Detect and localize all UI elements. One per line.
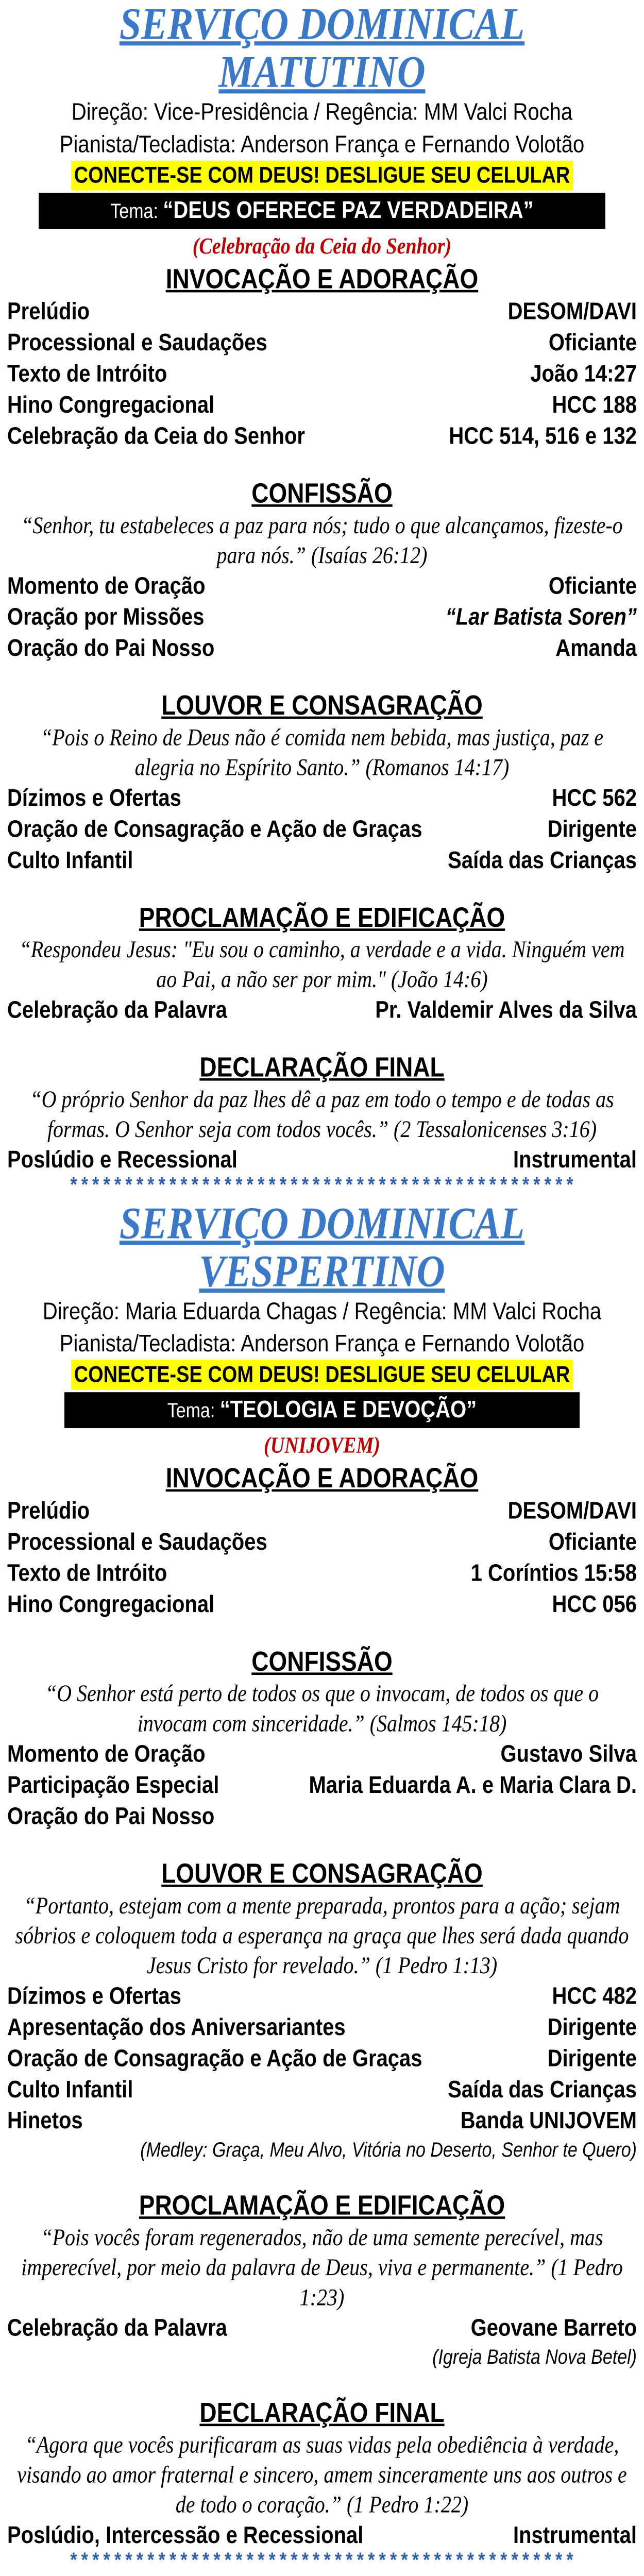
morning-praise-heading: LOUVOR E CONSAGRAÇÃO [161,689,483,721]
item-label: Prelúdio [7,1497,90,1524]
item-value: HCC 482 [552,1982,637,2009]
item-label: Hino Congregacional [7,1591,215,1618]
list-item [0,2105,644,2136]
item-value: Dirigente [547,816,637,842]
evening-confession-quote: “O Senhor está perto de todos os que o invocam, de todos os que o invocam com sinceridade.” (Salmos 145:18) [45,1680,599,1737]
item-label: Dízimos e Ofertas [7,785,181,811]
item-value: João 14:27 [530,360,637,387]
list-item [0,570,644,601]
morning-title-line1: SERVIÇO DOMINICAL [119,0,525,49]
evening-invocation-heading: INVOCAÇÃO E ADORAÇÃO [165,1462,479,1494]
evening-title-line1: SERVIÇO DOMINICAL [119,1198,525,1249]
evening-proclamation-note: (Igreja Batista Nova Betel) [432,2346,637,2369]
list-item [0,1738,644,1769]
item-value: Amanda [555,635,637,662]
evening-final-quote: “Agora que vocês purificaram as suas vidas pela obediência à verdade, visando ao amor fraternal e sincero, amem sinceramente uns aos outros e de todo o coração.” (1 Pedro 1:22) [17,2431,627,2518]
evening-proclamation-quote: “Pois vocês foram regenerados, não de uma semente perecível, mas imperecível, por meio da palavra de Deus, viva e permanente.” (1 Pedro 1:23) [21,2224,623,2311]
evening-theme-bar [64,1392,580,1428]
section-separator: ********************************************** [68,2551,576,2574]
item-value: Maria Eduarda A. e Maria Clara D. [309,1772,637,1799]
morning-invocation-list [0,296,644,451]
evening-service [0,1199,644,2551]
item-value: DESOM/DAVI [507,1497,637,1524]
list-item [0,358,644,389]
morning-proclamation-heading: PROCLAMAÇÃO E EDIFICAÇÃO [139,901,505,933]
list-item [0,420,644,451]
item-label: Texto de Intróito [7,1560,167,1586]
item-label: Texto de Intróito [7,360,167,387]
item-value: HCC 562 [552,785,637,811]
list-item [0,389,644,420]
list-item [0,601,644,632]
item-label: Participação Especial [7,1772,219,1799]
item-label: Hinetos [7,2107,83,2134]
list-item [0,296,644,327]
item-label: Processional e Saudações [7,1529,267,1555]
item-label: Processional e Saudações [7,329,267,356]
morning-title-line2: MATUTINO [218,46,426,97]
list-item [0,1527,644,1557]
list-item [0,2012,644,2043]
item-value: Pr. Valdemir Alves da Silva [375,996,637,1023]
morning-direction: Direção: Vice-Presidência / Regência: MM Valci Rocha [71,98,573,126]
morning-connect-banner: CONECTE-SE COM DEUS! DESLIGUE SEU CELULAR [71,161,573,191]
list-item [0,1770,644,1801]
item-label: Hino Congregacional [7,392,215,418]
item-label: Momento de Oração [7,1740,206,1768]
list-item [0,1495,644,1526]
item-label: Celebração da Palavra [7,996,227,1023]
item-value: Oficiante [548,1529,637,1555]
morning-final-quote: “O próprio Senhor da paz lhes dê a paz em todo o tempo e de todas as formas. O Senhor seja com todos vocês.” (2 Tessalonicenses 3:16) [30,1085,614,1143]
item-value: Saída das Crianças [448,847,637,874]
list-item [0,783,644,814]
morning-theme-bar [39,193,605,229]
item-label: Celebração da Ceia do Senhor [7,422,305,450]
morning-proclamation-quote: “Respondeu Jesus: "Eu sou o caminho, a verdade e a vida. Ninguém vem ao Pai, a não ser por mim." (João 14:6) [19,936,625,993]
morning-praise-quote: “Pois o Reino de Deus não é comida nem bebida, mas justiça, paz e alegria no Espírito Santo.” (Romanos 14:17) [40,723,604,781]
item-value: Instrumental [513,2522,637,2549]
evening-final-heading: DECLARAÇÃO FINAL [199,2397,445,2428]
list-item [0,1980,644,2011]
list-item [0,2043,644,2074]
morning-confession-quote: “Senhor, tu estabeleces a paz para nós; tudo o que alcançamos, fizeste-o para nós.” (Isaías 26:12) [21,511,623,569]
list-item [0,2312,644,2343]
list-item [0,327,644,358]
morning-confession-heading: CONFISSÃO [251,477,393,509]
item-label: Oração do Pai Nosso [7,635,215,662]
evening-confession-heading: CONFISSÃO [251,1646,393,1677]
item-label: Oração do Pai Nosso [7,1803,215,1830]
list-item [0,1589,644,1620]
item-value: Gustavo Silva [500,1740,637,1768]
item-label: Poslúdio e Recessional [7,1146,238,1173]
list-item [0,994,644,1025]
item-value: Instrumental [513,1146,637,1173]
evening-pianists: Pianista/Tecladista: Anderson França e Fernando Volotão [59,1330,585,1357]
evening-theme-label: Tema: [167,1399,220,1422]
item-label: Momento de Oração [7,572,206,599]
evening-theme: “TEOLOGIA E DEVOÇÃO” [219,1396,477,1423]
list-item [0,633,644,664]
list-item [0,1557,644,1588]
morning-service [0,0,644,1175]
item-value: HCC 514, 516 e 132 [449,422,637,450]
list-item [0,2074,644,2105]
item-label: Celebração da Palavra [7,2314,227,2342]
list-item [0,2520,644,2551]
item-value: Dirigente [547,2014,637,2041]
item-value: Oficiante [548,572,637,599]
morning-invocation-heading: INVOCAÇÃO E ADORAÇÃO [165,263,479,294]
list-item [0,844,644,875]
list-item [0,1801,644,1832]
item-value: Banda UNIJOVEM [460,2107,637,2134]
evening-proclamation-heading: PROCLAMAÇÃO E EDIFICAÇÃO [139,2189,505,2221]
item-label: Culto Infantil [7,847,133,874]
evening-praise-heading: LOUVOR E CONSAGRAÇÃO [161,1857,483,1889]
item-label: Dízimos e Ofertas [7,1982,181,2009]
item-value: Geovane Barreto [470,2314,637,2342]
morning-final-heading: DECLARAÇÃO FINAL [199,1051,445,1083]
item-label: Poslúdio, Intercessão e Recessional [7,2522,364,2549]
item-value: DESOM/DAVI [507,298,637,325]
item-label: Apresentação dos Aniversariantes [7,2014,346,2041]
evening-connect-banner: CONECTE-SE COM DEUS! DESLIGUE SEU CELULAR [71,1360,573,1389]
evening-direction: Direção: Maria Eduarda Chagas / Regência: MM Valci Rocha [42,1298,602,1325]
evening-title-line2: VESPERTINO [199,1246,445,1297]
item-label: Culto Infantil [7,2076,133,2103]
list-item [0,814,644,844]
item-label: Prelúdio [7,298,90,325]
morning-theme: “DEUS OFERECE PAZ VERDADEIRA” [163,197,534,224]
item-label: Oração de Consagração e Ação de Graças [7,2045,422,2072]
evening-praise-quote: “Portanto, estejam com a mente preparada, prontos para a ação; sejam sóbrios e coloquem toda a esperança na graça que lhes será dada quando Jesus Cristo for revelado.” (1 Pedro 1:13) [15,1891,629,1979]
list-item [0,1144,644,1175]
evening-praise-note: (Medley: Graça, Meu Alvo, Vitória no Deserto, Senhor te Quero) [140,2139,637,2162]
item-value: “Lar Batista Soren” [445,604,637,631]
morning-theme-label: Tema: [110,200,163,223]
section-separator: ********************************************** [68,1176,576,1199]
item-value: HCC 188 [552,392,637,418]
evening-subtitle: (UNIJOVEM) [264,1433,380,1459]
morning-pianists: Pianista/Tecladista: Anderson França e Fernando Volotão [59,131,585,158]
morning-subtitle: (Celebração da Ceia do Senhor) [192,233,452,259]
item-value: Dirigente [547,2045,637,2072]
item-value: Oficiante [548,329,637,356]
item-value: HCC 056 [552,1591,637,1618]
item-value: 1 Coríntios 15:58 [470,1560,637,1586]
item-label: Oração de Consagração e Ação de Graças [7,816,422,842]
item-label: Oração por Missões [7,604,205,631]
item-value: Saída das Crianças [448,2076,637,2103]
